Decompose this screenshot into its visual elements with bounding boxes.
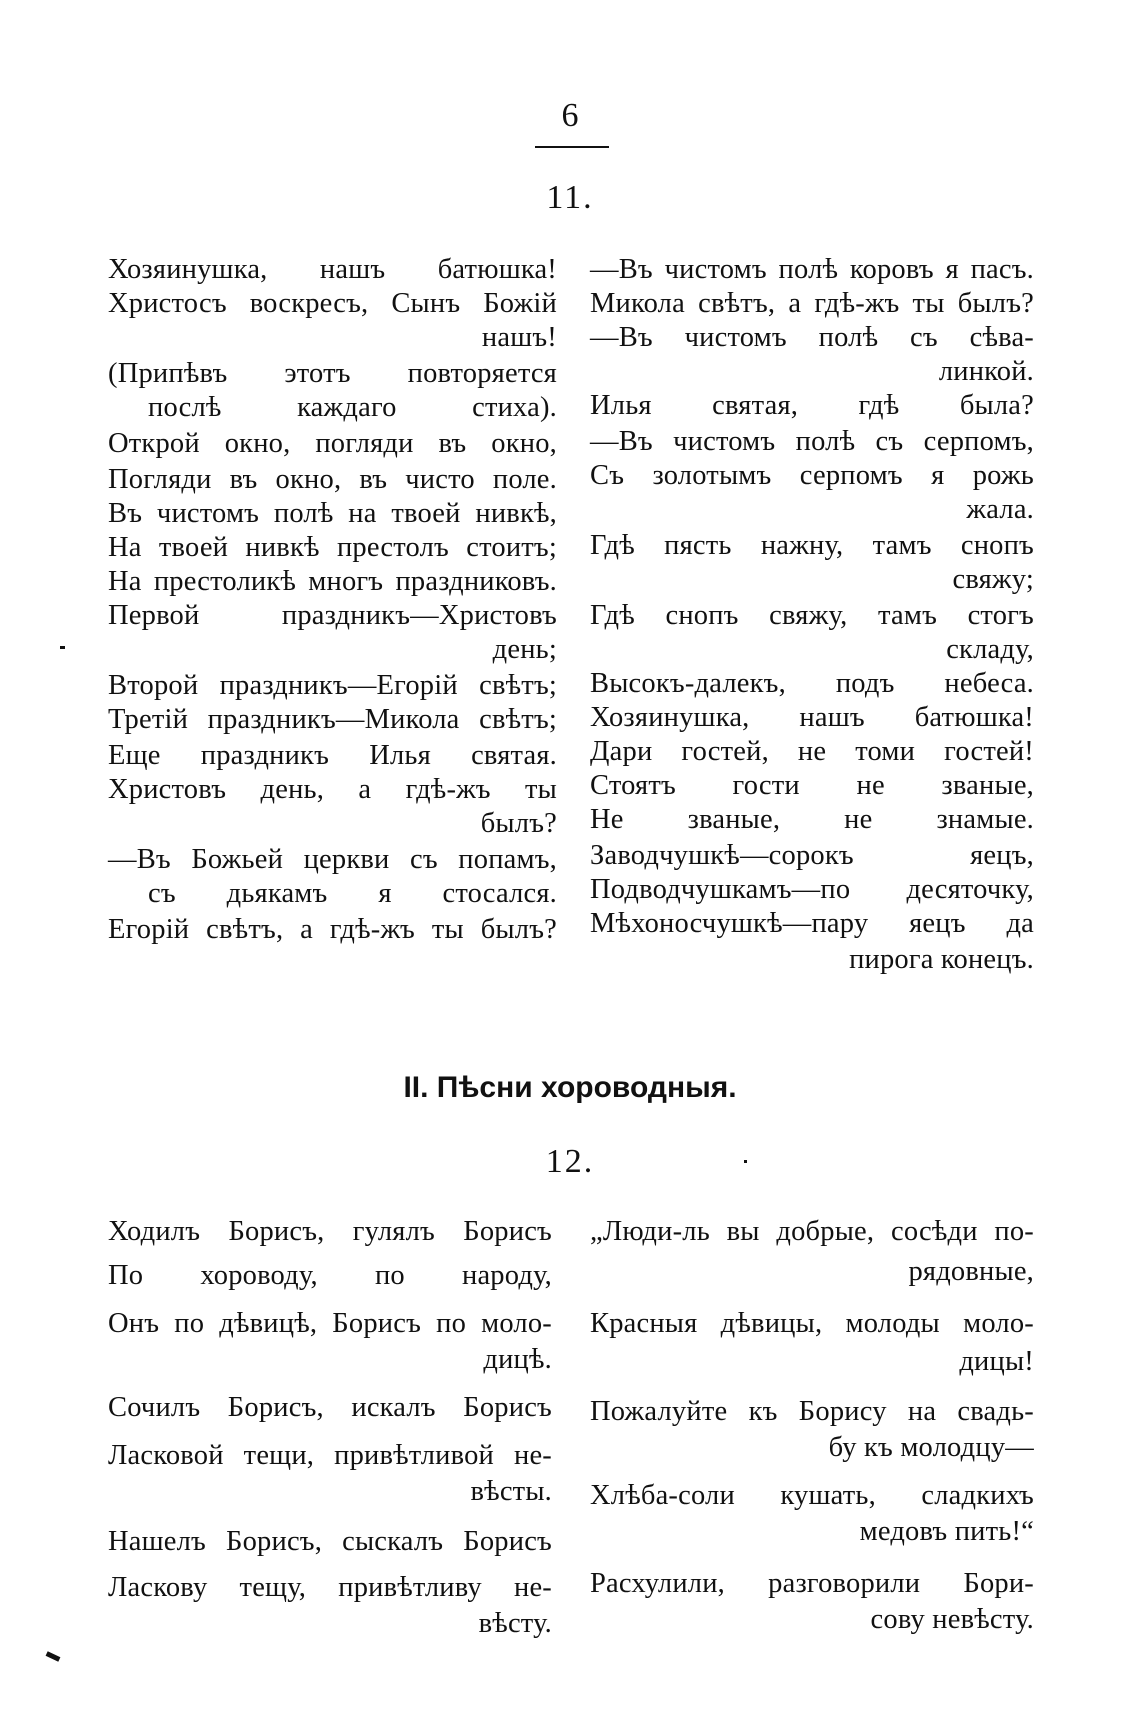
verse-line: Хозяинушка, нашъ батюшка! — [108, 254, 557, 285]
ink-speck — [60, 646, 65, 649]
verse-line: Еще праздникъ Илья святая. — [108, 740, 557, 771]
verse-line: Въ чистомъ полѣ на твоей нивкѣ, — [108, 498, 557, 529]
verse-line: медовъ пить!“ — [859, 1516, 1034, 1547]
verse-line: нашъ! — [481, 322, 557, 353]
verse-line: Третій праздникъ—Микола свѣтъ; — [108, 704, 557, 735]
verse-line: Подводчушкамъ—по десяточку, — [590, 874, 1034, 905]
verse-line: Заводчушкѣ—сорокъ яецъ, — [590, 840, 1034, 871]
verse-line: Сочилъ Борисъ, искалъ Борисъ — [108, 1392, 552, 1423]
verse-line: пирога конецъ. — [849, 944, 1034, 975]
verse-line: Ласковой тещи, привѣтливой не- — [108, 1440, 552, 1471]
verse-line: Гдѣ пясть нажну, тамъ снопъ — [590, 530, 1034, 561]
song-12-left-column — [108, 1214, 552, 1644]
verse-line: На престоликѣ многъ праздниковъ. — [108, 566, 557, 597]
verse-line: Второй праздникъ—Егорій свѣтъ; — [108, 670, 557, 701]
verse-line: Хлѣба-соли кушать, сладкихъ — [590, 1480, 1034, 1511]
verse-line: —Въ чистомъ полѣ съ сѣва- — [590, 322, 1034, 353]
verse-line: Христосъ воскресъ, Сынъ Божій — [108, 288, 557, 319]
section-heading: II. Пѣсни хороводныя. — [403, 1071, 737, 1104]
verse-line: жала. — [966, 494, 1034, 525]
verse-line: Дари гостей, не томи гостей! — [590, 736, 1034, 767]
page-number-rule — [535, 146, 609, 148]
verse-line: бу къ молодцу— — [828, 1432, 1034, 1463]
ink-speck — [744, 1160, 747, 1163]
verse-line: свяжу; — [952, 564, 1034, 595]
verse-line: Христовъ день, а гдѣ-жъ ты — [108, 774, 557, 805]
verse-line: сову невѣсту. — [870, 1604, 1034, 1635]
verse-line: (Припѣвъ этотъ повторяется — [108, 358, 557, 389]
verse-line: Съ золотымъ серпомъ я рожь — [590, 460, 1034, 491]
song-12-right-column — [590, 1214, 1034, 1644]
ink-speck — [46, 1651, 61, 1661]
verse-line: Гдѣ снопъ свяжу, тамъ стогъ — [590, 600, 1034, 631]
verse-line: былъ? — [480, 808, 557, 839]
song-number-11: 11. — [546, 179, 594, 216]
verse-line: вѣсту. — [478, 1608, 552, 1639]
verse-line: На твоей нивкѣ престолъ стоитъ; — [108, 532, 557, 563]
verse-line: Погляди въ окно, въ чисто поле. — [108, 464, 557, 495]
verse-line: Хозяинушка, нашъ батюшка! — [590, 702, 1034, 733]
verse-line: Егорій свѣтъ, а гдѣ-жъ ты былъ? — [108, 914, 557, 945]
verse-line: Красныя дѣвицы, молоды моло- — [590, 1308, 1034, 1339]
verse-line: „Люди-ль вы добрые, сосѣди по- — [590, 1216, 1034, 1247]
song-11-left-column — [108, 252, 557, 1032]
verse-line: день; — [492, 634, 557, 665]
verse-line: —Въ чистомъ полѣ коровъ я пасъ. — [590, 254, 1034, 285]
verse-line: Стоятъ гости не званые, — [590, 770, 1034, 801]
verse-line: складу, — [946, 634, 1034, 665]
verse-line: Пожалуйте къ Борису на свадь- — [590, 1396, 1034, 1427]
verse-line: рядовные, — [908, 1256, 1034, 1287]
verse-line: дицы! — [959, 1346, 1034, 1377]
verse-line: съ дьякамъ я стосался. — [148, 878, 557, 909]
verse-line: —Въ чистомъ полѣ съ серпомъ, — [590, 426, 1034, 457]
verse-line: Илья святая, гдѣ была? — [590, 390, 1034, 421]
verse-line: Ходилъ Борисъ, гулялъ Борисъ — [108, 1216, 552, 1247]
verse-line: По хороводу, по народу, — [108, 1260, 552, 1291]
verse-line: Мѣхоносчушкѣ—пару яецъ да — [590, 908, 1034, 939]
verse-line: Не званые, не знамые. — [590, 804, 1034, 835]
verse-line: Высокъ-далекъ, подъ небеса. — [590, 668, 1034, 699]
song-number-12: 12. — [545, 1143, 595, 1180]
verse-line: Онъ по дѣвицѣ, Борисъ по моло- — [108, 1308, 552, 1339]
page-number: 6 — [561, 97, 579, 134]
verse-line: линкой. — [938, 356, 1034, 387]
verse-line: —Въ Божьей церкви съ попамъ, — [108, 844, 557, 875]
verse-line: Нашелъ Борисъ, сыскалъ Борисъ — [108, 1526, 552, 1557]
verse-line: Первой праздникъ—Христовъ — [108, 600, 557, 631]
verse-line: послѣ каждаго стиха). — [148, 392, 557, 423]
verse-line: вѣсты. — [470, 1476, 552, 1507]
song-11-right-column — [590, 252, 1034, 1032]
verse-line: Открой окно, погляди въ окно, — [108, 428, 557, 459]
verse-line: Расхулили, разговорили Бори- — [590, 1568, 1034, 1599]
verse-line: дицѣ. — [483, 1344, 552, 1375]
verse-line: Микола свѣтъ, а гдѣ-жъ ты былъ? — [590, 288, 1034, 319]
verse-line: Ласкову тещу, привѣтливу не- — [108, 1572, 552, 1603]
